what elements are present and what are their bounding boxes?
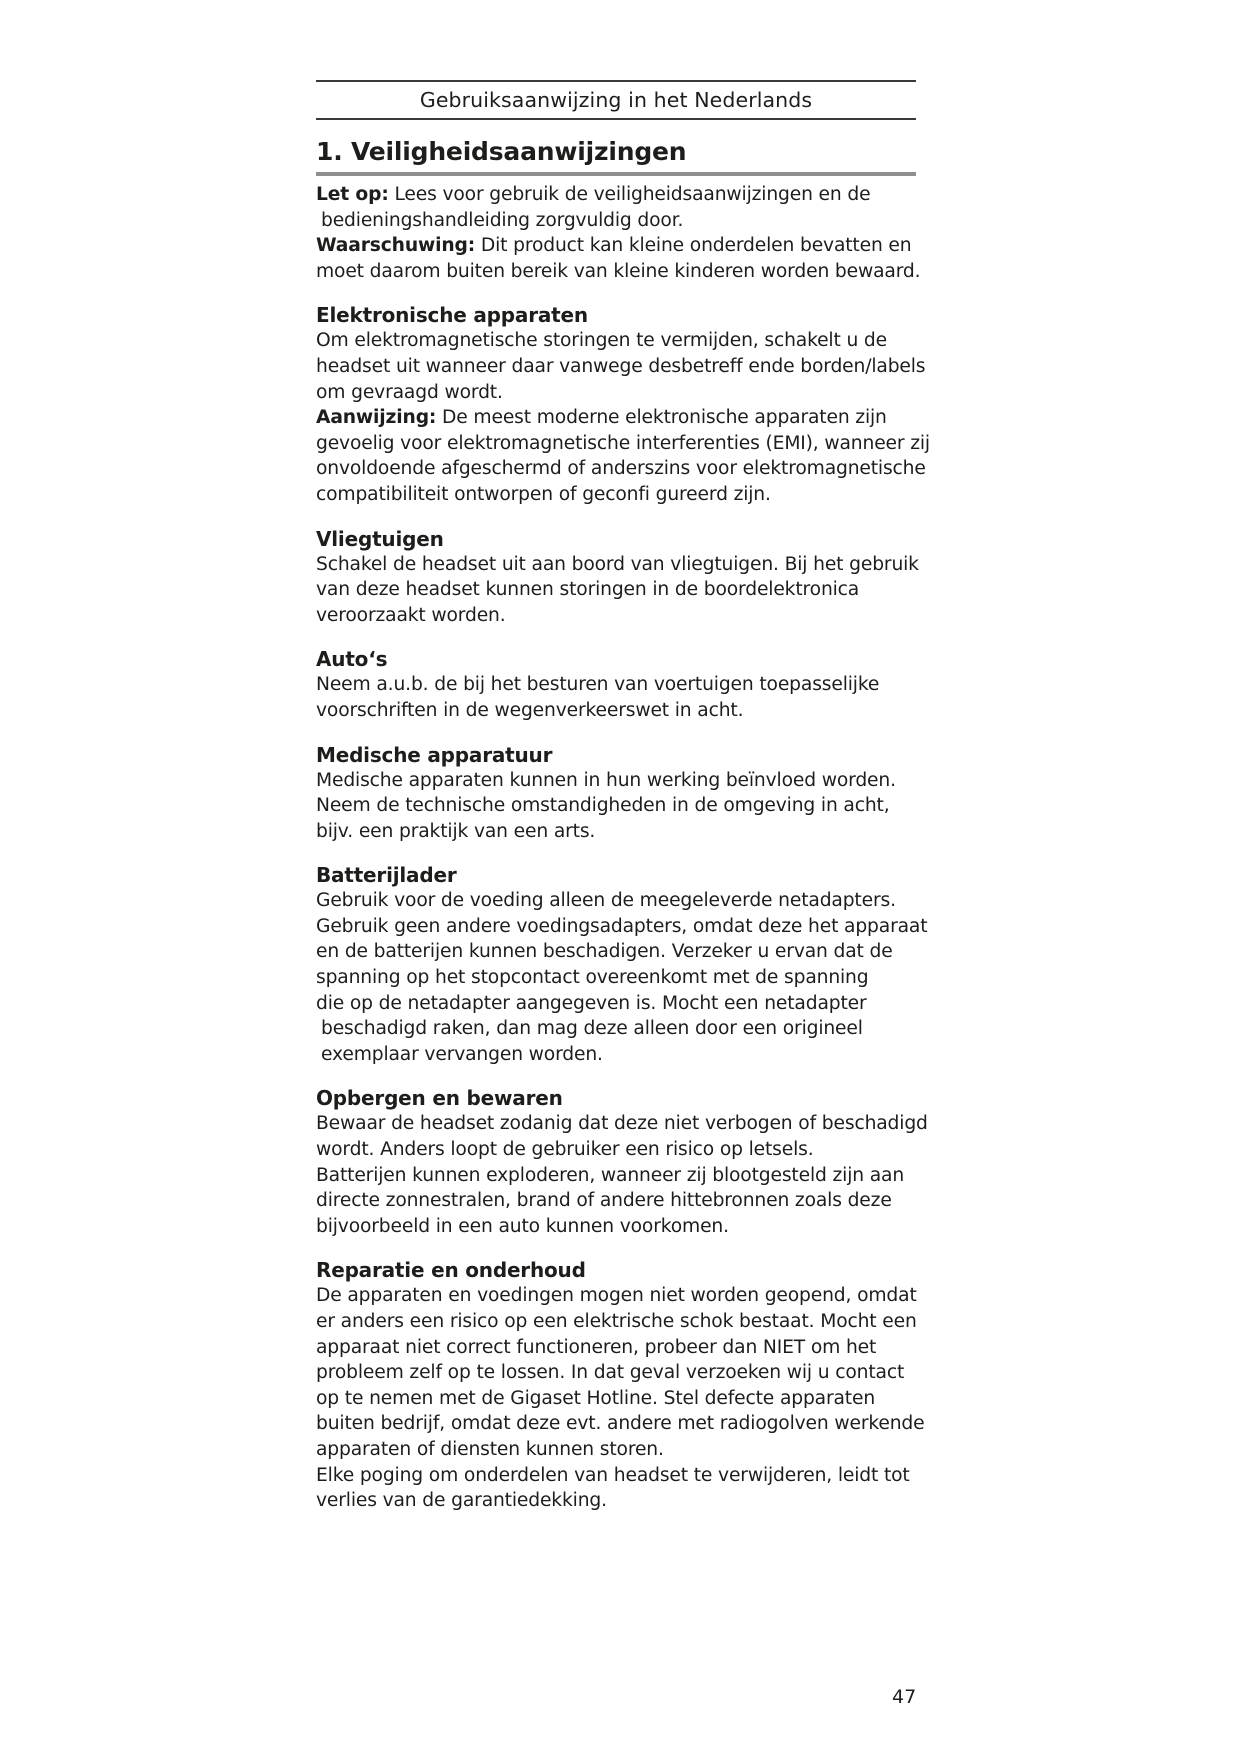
letop-text: Lees voor gebruik de veiligheidsaanwijzingen en de <box>394 184 871 205</box>
text-line: Bewaar de headset zodanig dat deze niet verbogen of beschadigd <box>316 1113 928 1135</box>
text-line: die op de netadapter aangegeven is. Mocht een netadapter <box>316 992 867 1014</box>
section-text <box>316 672 916 723</box>
text-line: Gebruik geen andere voedingsadapters, omdat deze het apparaat <box>316 915 928 937</box>
text-line: bijv. een praktijk van een arts. <box>316 820 596 842</box>
text-line: verlies van de garantiedekking. <box>316 1490 607 1512</box>
section-title: Medische apparatuur <box>316 742 553 767</box>
text-line: Medische apparaten kunnen in hun werking beïnvloed worden. <box>316 769 896 791</box>
text-line: voorschriften in de wegenverkeerswet in acht. <box>316 699 744 721</box>
note-text: De meest moderne elektronische apparaten zijn <box>442 407 887 429</box>
text-line: Elke poging om onderdelen van headset te verwijderen, leidt tot <box>316 1464 910 1486</box>
text-line: veroorzaakt worden. <box>316 604 506 626</box>
text-line: Gebruik voor de voeding alleen de meegeleverde netadapters. <box>316 890 896 912</box>
section-title: Batterijlader <box>316 863 457 888</box>
text-line: directe zonnestralen, brand of andere hittebronnen zoals deze <box>316 1190 892 1212</box>
text-line: gevoelig voor elektromagnetische interferenties (EMI), wanneer zij <box>316 432 930 454</box>
section-title: Vliegtuigen <box>316 526 444 551</box>
text-line: Batterijen kunnen exploderen, wanneer zij blootgesteld zijn aan <box>316 1164 905 1186</box>
text-line: Om elektromagnetische storingen te vermijden, schakelt u de <box>316 330 887 352</box>
text-line: bijvoorbeeld in een auto kunnen voorkomen. <box>316 1215 729 1237</box>
section-text <box>316 1111 928 1239</box>
text-line: wordt. Anders loopt de gebruiker een risico op letsels. <box>316 1139 814 1161</box>
page-number: 47 <box>892 1686 917 1708</box>
section-title: Elektronische apparaten <box>316 303 588 328</box>
section-medical <box>316 742 916 845</box>
text-line: spanning op het stopcontact overeenkomt met de spanning <box>316 967 869 989</box>
page-content <box>316 80 930 1514</box>
section-cars <box>316 646 916 723</box>
text-line: er anders een risico op een elektrische schok bestaat. Mocht een <box>316 1311 917 1332</box>
text-line: op te nemen met de Gigaset Hotline. Stel defecte apparaten <box>316 1387 876 1409</box>
text-line: Neem de technische omstandigheden in de omgeving in acht, <box>316 795 890 817</box>
text-line: Neem a.u.b. de bij het besturen van voertuigen toepasselijke <box>316 674 880 696</box>
chapter-title: 1. Veiligheidsaanwijzingen <box>316 136 916 176</box>
text-line: beschadigd raken, dan mag deze alleen door een origineel <box>321 1018 863 1040</box>
section-repair <box>316 1257 925 1513</box>
section-aircraft <box>316 526 919 629</box>
section-charger <box>316 862 928 1067</box>
text-line: Schakel de headset uit aan boord van vliegtuigen. Bij het gebruik <box>316 553 919 575</box>
section-title: Reparatie en onderhoud <box>316 1258 586 1283</box>
warning-text-cont: moet daarom buiten bereik van kleine kinderen worden bewaard. <box>316 260 921 282</box>
warning-label: Waarschuwing: <box>316 235 476 257</box>
text-line: van deze headset kunnen storingen in de boordelektronica <box>316 579 860 601</box>
section-text <box>316 328 930 507</box>
text-line: apparaten of diensten kunnen storen. <box>316 1438 664 1460</box>
running-header: Gebruiksaanwijzing in het Nederlands <box>316 80 916 120</box>
text-line: exemplaar vervangen worden. <box>321 1043 603 1065</box>
text-line: De apparaten en voedingen mogen niet worden geopend, omdat <box>316 1285 917 1307</box>
section-text <box>316 888 928 1067</box>
letop-text-cont: bedieningshandleiding zorgvuldig door. <box>321 209 684 231</box>
section-text <box>316 768 916 845</box>
section-storage <box>316 1085 928 1239</box>
text-line: apparaat niet correct functioneren, probeer dan NIET om het <box>316 1336 877 1358</box>
text-line: headset uit wanneer daar vanwege desbetreff ende borden/labels <box>316 355 926 377</box>
text-line: en de batterijen kunnen beschadigen. Verzeker u ervan dat de <box>316 941 893 963</box>
letop-label: Let op: <box>316 184 389 205</box>
text-line: buiten bedrijf, omdat deze evt. andere met radiogolven werkende <box>316 1413 925 1435</box>
note-label: Aanwijzing: <box>316 407 437 429</box>
text-line: compatibiliteit ontworpen of geconfi gureerd zijn. <box>316 483 771 505</box>
text-line: om gevraagd wordt. <box>316 381 503 403</box>
section-title: Auto‘s <box>316 647 388 672</box>
section-text <box>316 1283 925 1513</box>
section-title: Opbergen en bewaren <box>316 1086 563 1111</box>
text-line: onvoldoende afgeschermd of anderszins voor elektromagnetische <box>316 458 926 480</box>
section-text <box>316 552 919 629</box>
section-electronics <box>316 302 930 507</box>
intro-paragraph <box>316 182 921 284</box>
warning-text: Dit product kan kleine onderdelen bevatten en <box>480 235 912 257</box>
text-line: probleem zelf op te lossen. In dat geval verzoeken wij u contact <box>316 1362 905 1384</box>
